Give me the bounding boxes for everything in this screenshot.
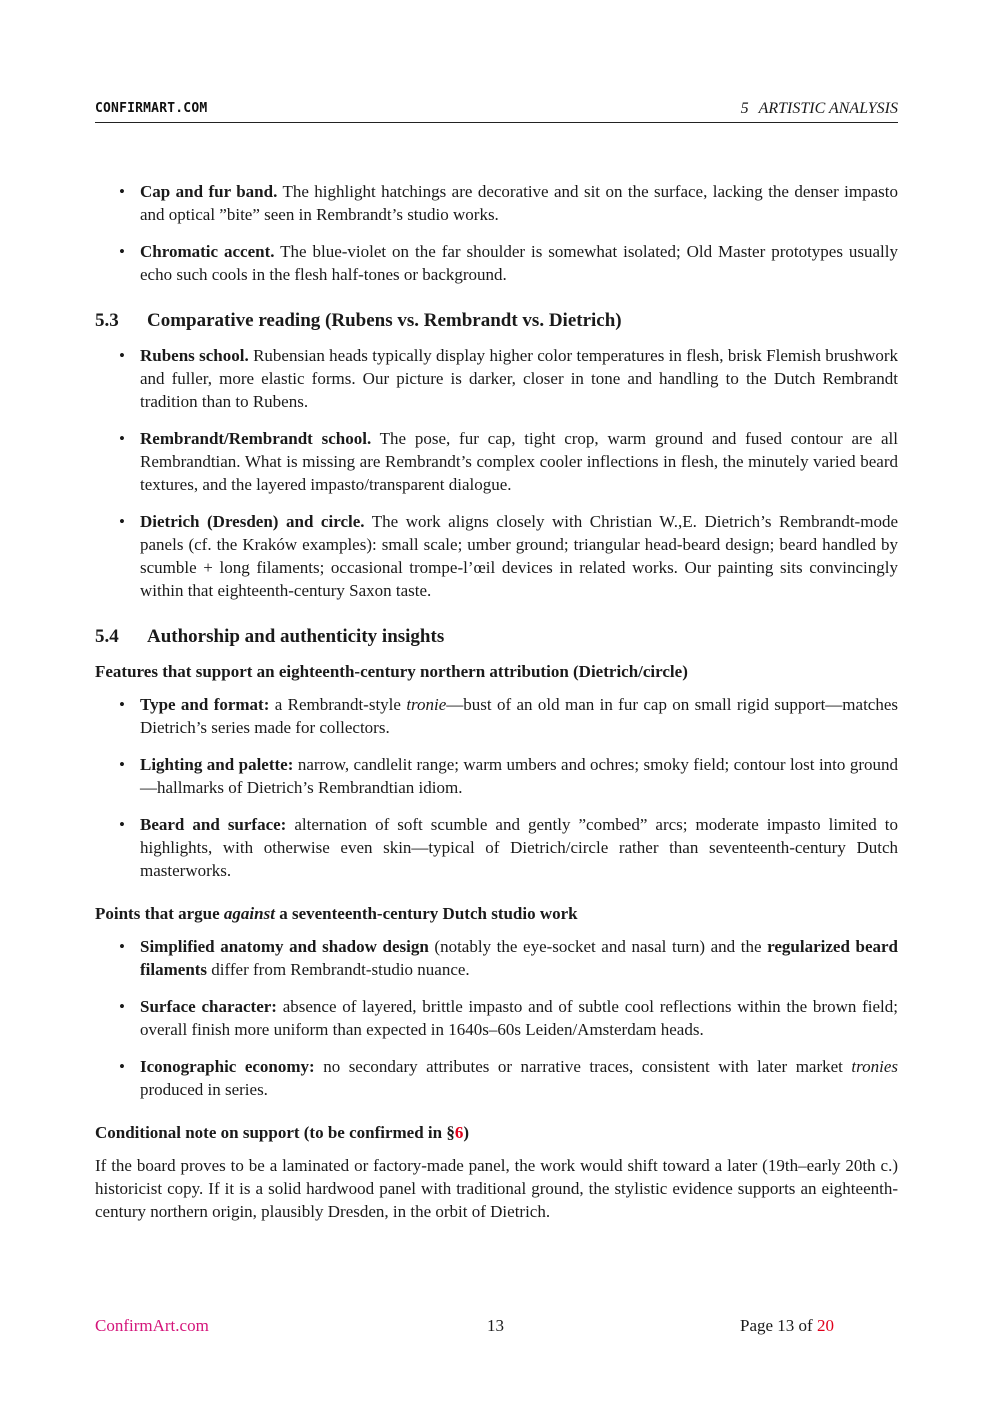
list-item [95,1055,898,1101]
against-list [95,935,898,1101]
list-item [95,753,898,799]
section-number: 5.4 [95,626,119,647]
list-item [95,693,898,739]
bullet-text: a Rembrandt-style [269,695,407,714]
site-logo: CONFIRMART.COM [95,101,208,116]
bullet-label: Rembrandt/Rembrandt school. [140,429,372,448]
emphasis: tronies [851,1057,898,1076]
subheading-text: Conditional note on support (to be confirmed in § [95,1123,455,1142]
section-heading-5-3 [95,308,898,334]
section-number: 5.3 [95,310,119,331]
list-item [95,935,898,981]
list-item [95,813,898,882]
list-item [95,180,898,226]
conditional-note-paragraph: If the board proves to be a laminated or factory-made panel, the work would shift toward a later (19th–early 20th c.) historicist copy. If it is a solid hardwood panel with traditional ground, the stylistic evidence supports an eighteenth-century northern origin, plausibly Dresden, in the orbit of Dietrich. [95,1156,898,1221]
bullet-label: Rubens school. [140,346,249,365]
section-heading-5-4 [95,624,898,650]
top-bullet-list [95,180,898,286]
list-item [95,510,898,602]
bullet-label: Type and format: [140,695,270,714]
bullet-label: Lighting and palette: [140,755,294,774]
bullet-label: Chromatic accent. [140,242,275,261]
bullet-label: Dietrich (Dresden) and circle. [140,512,365,531]
bullet-label: Surface character: [140,997,277,1016]
bullet-text: no secondary attributes or narrative traces, consistent with later market [314,1057,852,1076]
footer-page-number: 13 [487,1316,504,1335]
bullet-label: regularized beard filaments [140,937,899,979]
bullet-text: absence of layered, brittle impasto and of subtle cool reflections within the brown field; overall finish more uniform than expected in 1640s–60s Leiden/Amsterdam heads. [140,997,898,1039]
page-body [95,180,898,1223]
support-list [95,693,898,882]
bullet-label: Iconographic economy: [140,1057,315,1076]
subheading-text: Points that argue [95,904,224,923]
bullet-text: The work aligns closely with Christian W.,E. Dietrich’s Rembrandt-mode panels (cf. the Kraków examples): small scale; umber ground; triangular head-beard design; beard handled by scumble + long filaments; occasional trompe-l’œil devices in related works. Our painting sits convincingly within that eighteenth-century Saxon taste. [140,512,898,600]
list-item [95,344,898,413]
bullet-text: The pose, fur cap, tight crop, warm ground and fused contour are all Rembrandtian. What is missing are Rembrandt’s complex cooler inflections in flesh, the minutely varied beard textures, and the layered impasto/transparent dialogue. [140,429,899,494]
bullet-text: The highlight hatchings are decorative and sit on the surface, lacking the denser impasto and optical ”bite” seen in Rembrandt’s studio works. [140,182,898,224]
bullet-text: Rubensian heads typically display higher color temperatures in flesh, brisk Flemish brushwork and fuller, more elastic forms. Our picture is darker, closer in tone and handling to the Dutch Rembrandt tradition than to Rubens. [140,346,899,411]
section-reference-link[interactable]: 6 [454,1123,464,1142]
list-item [95,995,898,1041]
running-head [741,100,898,118]
bullet-label: Beard and surface: [140,815,287,834]
subheading-against [95,902,898,925]
emphasis: tronie [406,695,447,714]
running-head-number: 5 [740,100,749,117]
bullet-label: Simplified anatomy and shadow design [140,937,429,956]
page-footer [95,1316,898,1340]
bullet-text: narrow, candlelit range; warm umbers and ochres; smoky field; contour lost into ground—hallmarks of Dietrich’s Rembrandtian idiom. [140,755,898,797]
footer-page-text: Page 13 of [740,1316,817,1335]
bullet-text: alternation of soft scumble and gently ”combed” arcs; moderate impasto limited to highlights, with otherwise even skin—typical of Dietrich/circle rather than seventeenth-century Dutch masterworks. [140,815,899,880]
section-title: Authorship and authenticity insights [147,626,445,647]
subheading-text: a seventeenth-century Dutch studio work [274,904,578,923]
subheading-support: Features that support an eighteenth-century northern attribution (Dietrich/circle) [95,662,688,681]
footer-total-pages-link[interactable]: 20 [816,1316,834,1335]
bullet-text: produced in series. [140,1080,268,1099]
bullet-text: The blue-violet on the far shoulder is somewhat isolated; Old Master prototypes usually echo such cools in the flesh half-tones or background. [140,242,898,284]
subheading-conditional-note [95,1121,898,1144]
comparative-list [95,344,898,602]
footer-site-link[interactable]: ConfirmArt.com [95,1316,209,1335]
list-item [95,427,898,496]
bullet-text: differ from Rembrandt-studio nuance. [207,960,470,979]
bullet-label: Cap and fur band. [140,182,278,201]
page-header [95,100,898,123]
subheading-text: ) [463,1123,470,1142]
footer-page-count [740,1316,834,1336]
emphasis: against [223,904,275,923]
running-head-title: ARTISTIC ANALYSIS [758,100,898,117]
bullet-text: (notably the eye-socket and nasal turn) and the [428,937,768,956]
section-title: Comparative reading (Rubens vs. Rembrandt vs. Dietrich) [147,310,622,331]
list-item [95,240,898,286]
bullet-text: —bust of an old man in fur cap on small rigid support—matches Dietrich’s series made for collectors. [140,695,898,737]
